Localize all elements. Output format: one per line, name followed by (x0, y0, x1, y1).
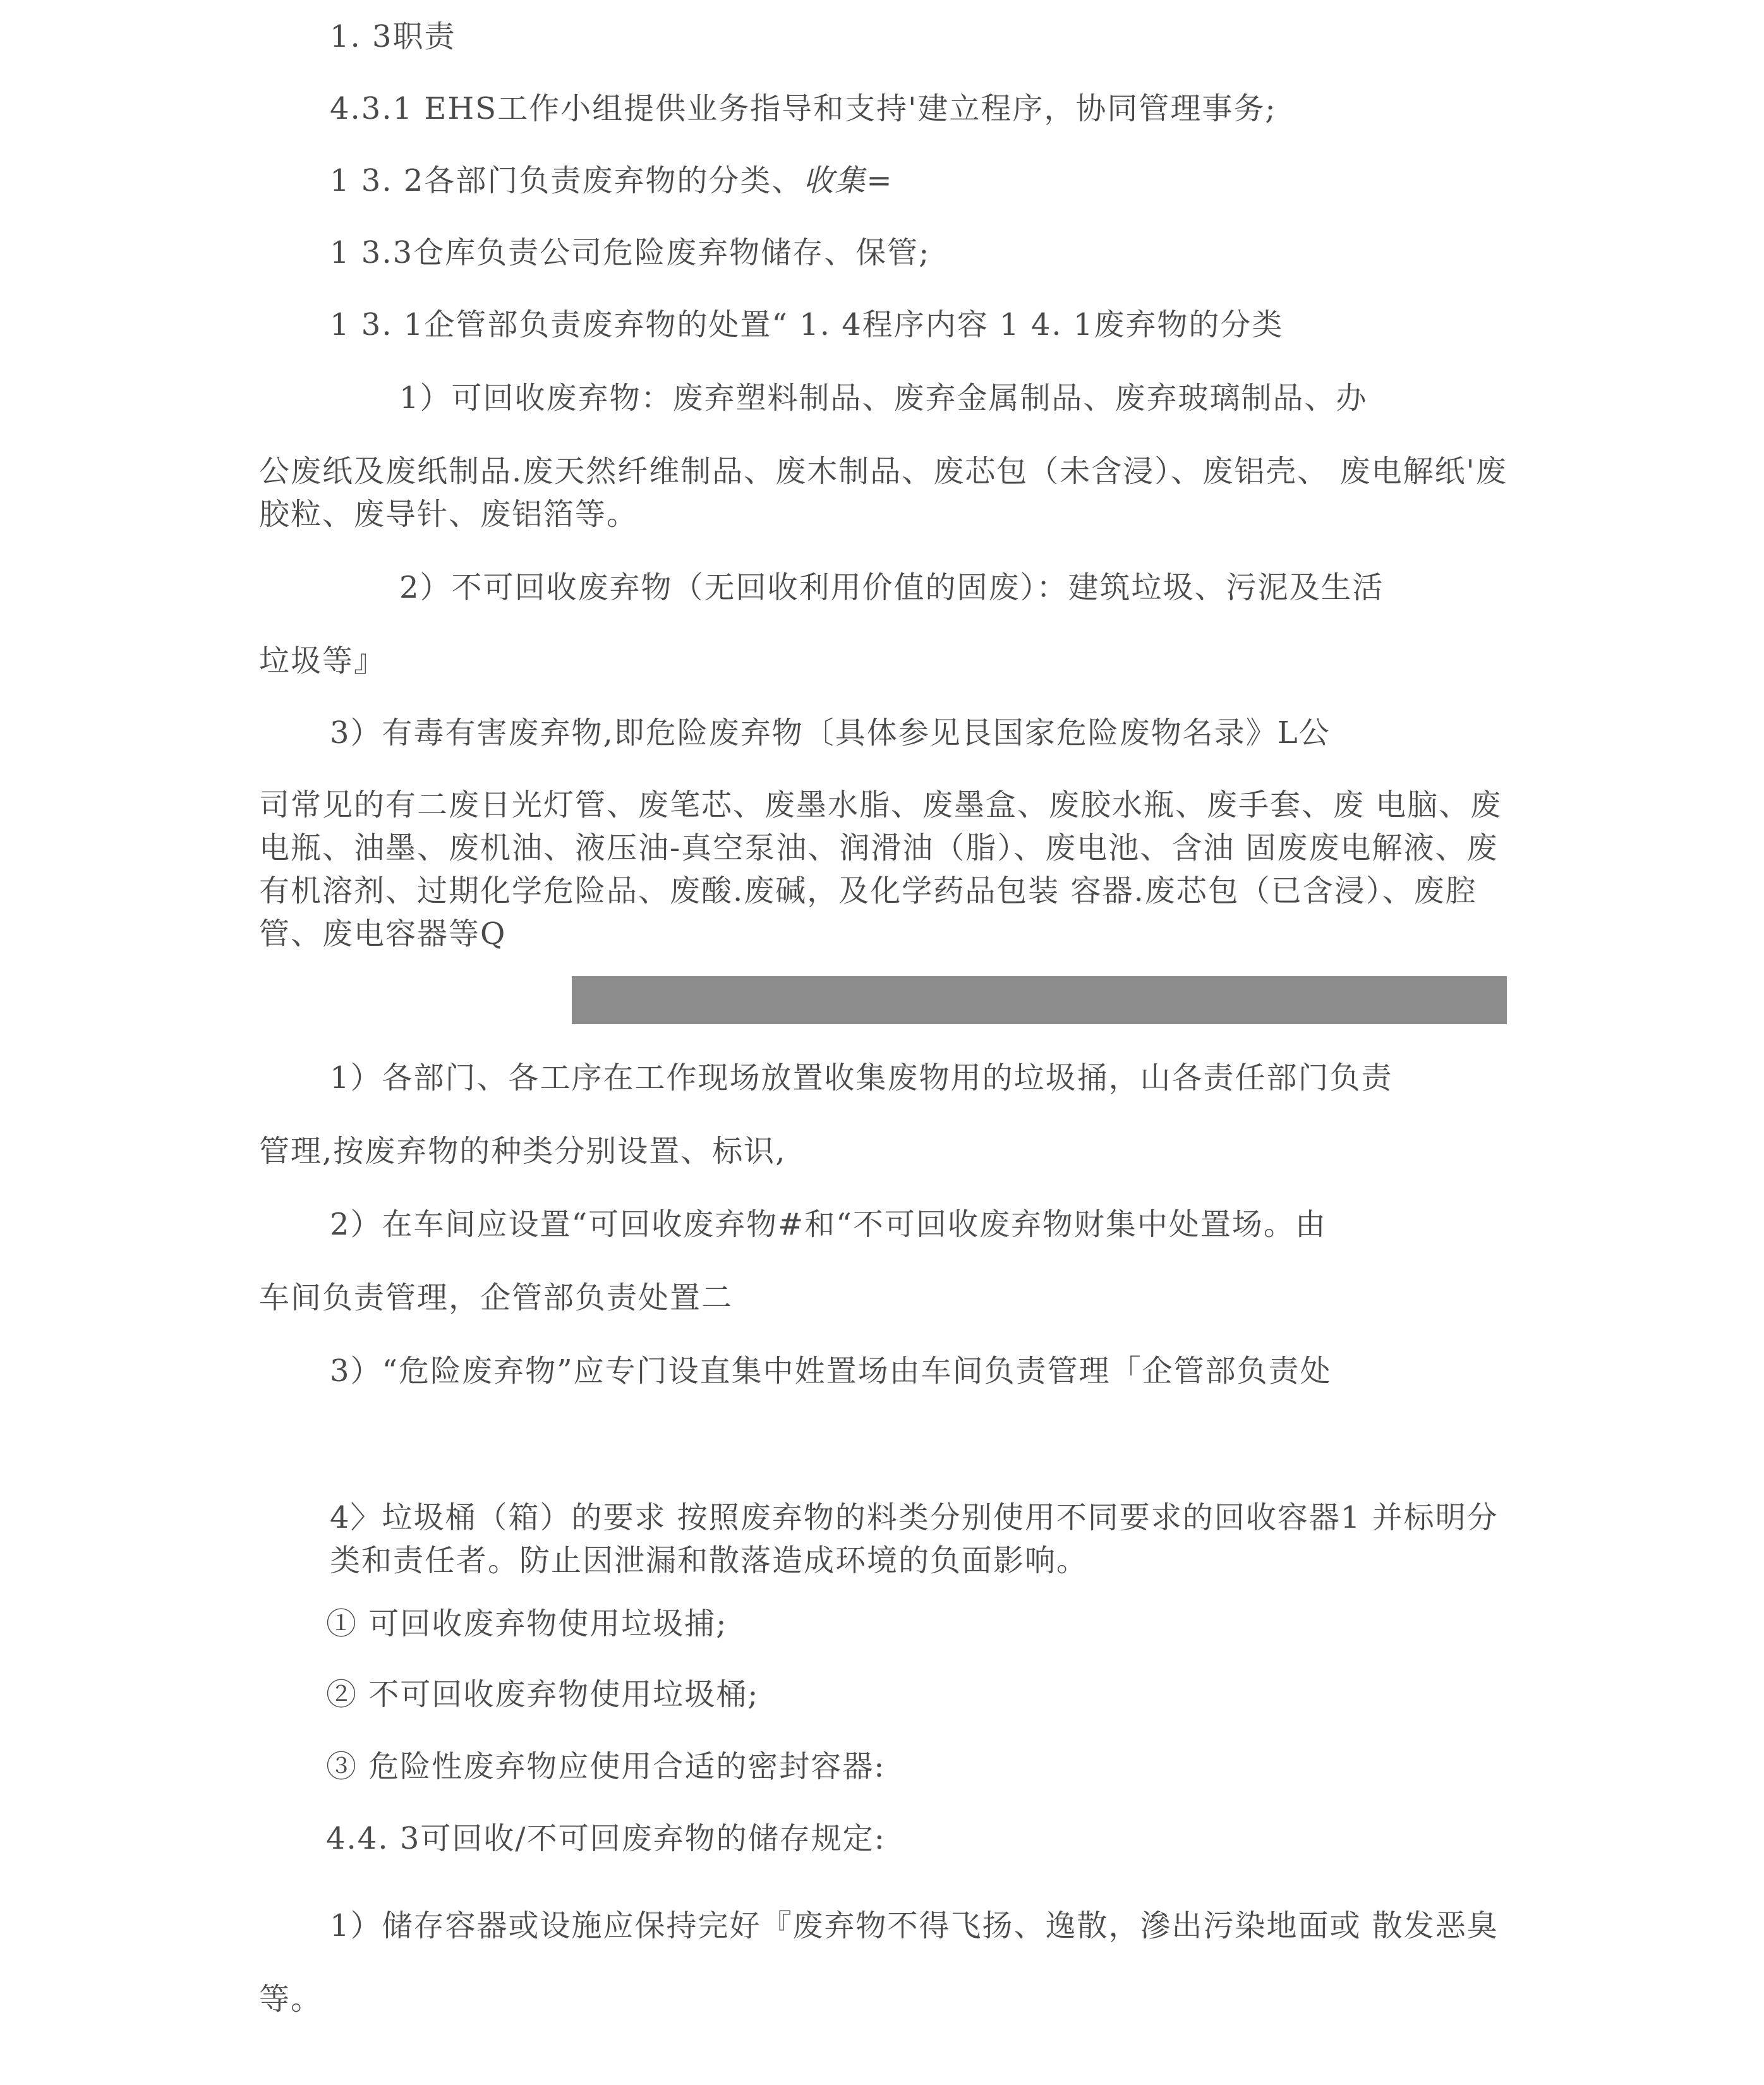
responsibility-departments (330, 159, 893, 202)
section-title: 1. 3职责 (330, 19, 456, 54)
bin-requirements: 4〉垃圾桶（箱）的要求 按照废弃物的料类分别使用不同要求的回收容器1 并标明分类和责任者。防止因泄漏和散落造成环境的负面影响。 (330, 1500, 1499, 1578)
hazardous-waste-line1: 3）有毒有害废弃物,即危险废弃物〔具体参见艮国家危险废物名录》L公 (330, 715, 1331, 751)
bin-item-non-recyclable: ② 不可回收废弃物使用垃圾桶; (326, 1677, 759, 1712)
collection-bins-line1: 1）各部门、各工序在工作现场放置收集废物用的垃圾捅，山各责任部门负责 (330, 1060, 1393, 1096)
hazardous-waste-continued: 司常见的有二废日光灯管、废笔芯、废墨水脂、废墨盒、废胶水瓶、废手套、废 电脑、废电瓶、油墨、废机油、液压油-真空泵油、润滑油（脂）、废电池、含油 固废废电解液、废有机溶剂、过期化学危险品、废酸.废碱，及化学药品包装 容器.废芯包（已含浸）、废腔管、废电容器等Q (259, 787, 1502, 952)
responsibility-ehs: 4.3.1 EHS工作小组提供业务指导和支持'建立程序，协同管理事务; (330, 91, 1277, 126)
non-recyclable-waste-continued: 垃圾等』 (259, 643, 386, 679)
collection-bins-continued: 管理,按废弃物的种类分别设置、标识, (259, 1133, 787, 1169)
storage-heading: 4.4. 3可回收/不可回废弃物的储存规定: (326, 1821, 886, 1856)
responsibility-warehouse: 1 3.3仓库负责公司危险废弃物储存、保管; (330, 235, 931, 270)
bin-item-hazardous: ③ 危险性废弃物应使用合适的密封容器: (326, 1749, 886, 1784)
storage-rule-1: 1）储存容器或设施应保持完好『废弃物不得飞扬、逸散，滲出污染地面或 散发恶臭等。 (259, 1908, 1499, 2017)
bin-item-recyclable: ① 可回收废弃物使用垃圾捕; (326, 1606, 728, 1641)
recyclable-waste-continued: 公废纸及废纸制品.废天然纤维制品、废木制品、废芯包（未含浸）、废铝壳、 废电解纸'废胶粒、废导针、废铝箔等。 (259, 454, 1507, 532)
workshop-disposal-line1: 2）在车间应设置“可回收废弃物#和“不可回收废弃物财集中处置场。由 (330, 1207, 1327, 1242)
responsibility-departments-italic: 收集= (803, 163, 893, 198)
recyclable-waste-line1: 1）可回收废弃物：废弃塑料制品、废弃金属制品、废弃玻璃制品、办 (399, 380, 1368, 416)
hazardous-disposal-line1: 3）“危险废弃物”应专门设直集中姓置场由车间负责管理「企管部负责处 (330, 1353, 1332, 1389)
workshop-disposal-continued: 车间负责管理，企管部负责处置二 (259, 1280, 734, 1315)
responsibility-departments-text: 1 3. 2各部门负责废弃物的分类、 (330, 163, 804, 198)
non-recyclable-waste-line1: 2）不可回收废弃物（无回收利用价值的固废）：建筑垃圾、污泥及生活 (399, 570, 1384, 605)
redaction-bar (572, 976, 1507, 1024)
responsibility-management: 1 3. 1企管部负责废弃物的处置“ 1. 4程序内容 1 4. 1废弃物的分类 (330, 307, 1284, 342)
